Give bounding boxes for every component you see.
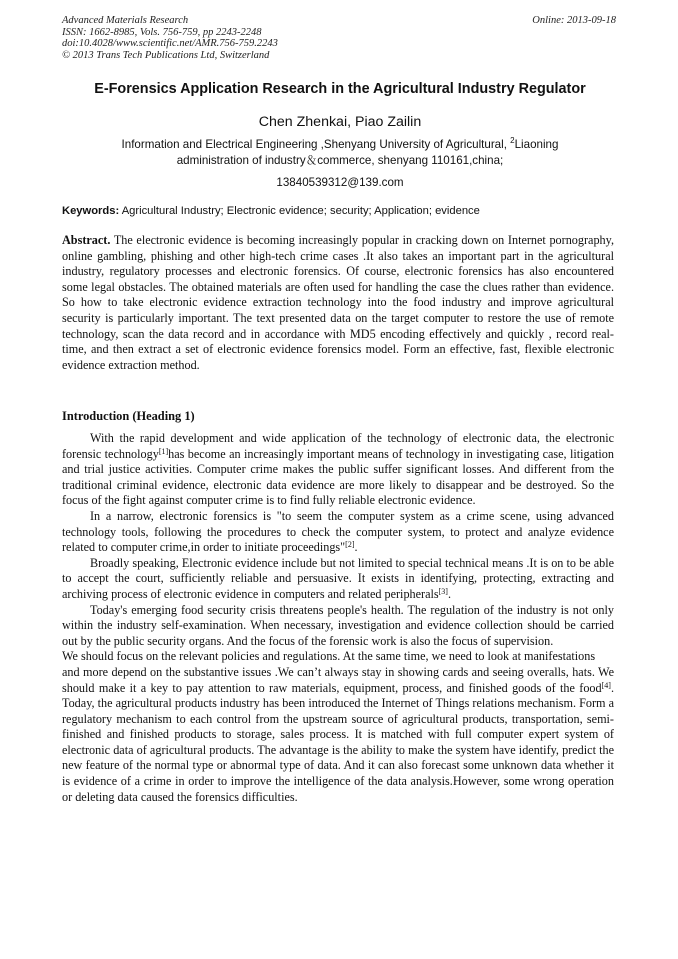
p1-text-a: With the rapid development and wide application of the technology of electronic data, the electronic forensic technology [62,431,614,461]
citation-2: [2] [345,540,355,550]
p2-text-b: . [354,540,358,555]
author-email: 13840539312@139.com [276,176,404,189]
intro-paragraph-1 [62,431,614,509]
p3-text-a: Broadly speaking, Electronic evidence include but not limited to special technical means .It is on to be able to accept the court, sufficiently reliable and persuasive. It exists in identifying, protecting, extracting and archiving process of electronic evidence in computers and related peripherals [62,555,614,601]
keywords-label: Keywords: [62,205,120,217]
journal-doi: doi:10.4028/www.scientific.net/AMR.756-759.2243 [62,38,278,50]
intro-body [62,431,614,805]
abstract-label: Abstract. [62,233,111,247]
p6-text-a: and more depend on the substantive issues .We can’t always stay in showing cards and seeing overalls, hats. We should make it a key to pay attention to raw materials, equipment, process, and finished goods of the food [62,664,614,695]
journal-issn: ISSN: 1662-8985, Vols. 756-759, pp 2243-2248 [62,26,262,38]
journal-name: Advanced Materials Research [62,15,189,26]
paper-title: E-Forensics Application Research in the Agricultural Industry Regulator [94,81,586,97]
abstract [62,233,614,373]
citation-3: [3] [438,586,448,596]
p6-text-b: . Today, the agricultural products industry has been introduced the Internet of Things relations mechanism. Form a regulatory mechanism to each control from the upstream source of agricultural products, transportation, semi-finished and finished products to storage, sales process. It is matched with full computer expert system of electronic data of agricultural products. The advantage is the ability to make the system have identify, predict the new feature of the normal type or abnormal type of data. And it can also forecast some unknown data whether it is evidence of a crime in order to improve the intelligence of the data analysis.However, some wrong operation or deleting data caused the forensics difficulties. [62,680,614,804]
abstract-text: The electronic evidence is becoming increasingly popular in cracking down on Internet pornography, online gambling, phishing and other high-tech crime cases .It also takes an important part in the agricultural industry, regulatory processes and electronic forensics. Of course, electronic forensics has also encountered some legal obstacles. The obtained materials are often used for handling the case the clues rather than evidence. So how to take electronic evidence extraction technology into the food industry and improve agricultural security is particularly important. The text presented data on the target computer to restore the use of remote technology, scan the data record and in accordance with MD5 encoding effectively and quickly , record real-time, and then extract a set of electronic evidence forensics model. Form an effective, fast, flexible electronic evidence extraction method. [62,233,614,372]
affiliation [90,137,590,168]
intro-paragraph-5: We should focus on the relevant policies and regulations. At the same time, we need to look at manifestations [62,649,596,664]
keywords [62,204,622,219]
intro-paragraph-4: Today's emerging food security crisis threatens people's health. The regulation of the industry is not only within the industry self-examination. When necessary, investigation and evidence collection should be carried out by the public security organs. And the focus of the forensic work is also the focus of supervision. [62,602,614,648]
intro-paragraph-2 [62,509,614,556]
running-header [62,15,616,61]
intro-paragraph-6 [62,665,614,805]
affiliation-sup: 2 [510,136,515,146]
affiliation-part1: Information and Electrical Engineering ,Shenyang University of Agricultural, [121,138,511,151]
p3-text-b: . [447,586,452,601]
intro-paragraph-3 [62,556,614,603]
citation-1: [1] [158,446,169,456]
keywords-text: Agricultural Industry; Electronic evidence; security; Application; evidence [119,205,480,217]
authors: Chen Zhenkai, Piao Zailin [258,114,422,130]
intro-heading: Introduction (Heading 1) [62,409,195,423]
journal-copyright: © 2013 Trans Tech Publications Ltd, Switzerland [62,49,270,61]
online-date: Online: 2013-09-18 [532,15,616,26]
p2-text-a: In a narrow, electronic forensics is "to seem the computer system as a crime scene, using advanced technology tools, following the procedures to check the computer system, to protect and analyze evidence related to computer crime,in order to initiate proceedings" [62,508,614,555]
affiliation-part2: Liaoning administration of industry＆commerce, shenyang 110161,china; [176,138,559,167]
citation-4: [4] [601,680,611,690]
p1-text-b: has become an increasingly important means of technology in investigating case, litigation and trial justice activities. Computer crime makes the public suffer significant losses. And different from the traditional criminal evidence, electronic data evidence are more likely to disappear and be destroyed. So the focus of the fight against computer crime is to find fully reliable electronic evidence. [62,446,614,508]
